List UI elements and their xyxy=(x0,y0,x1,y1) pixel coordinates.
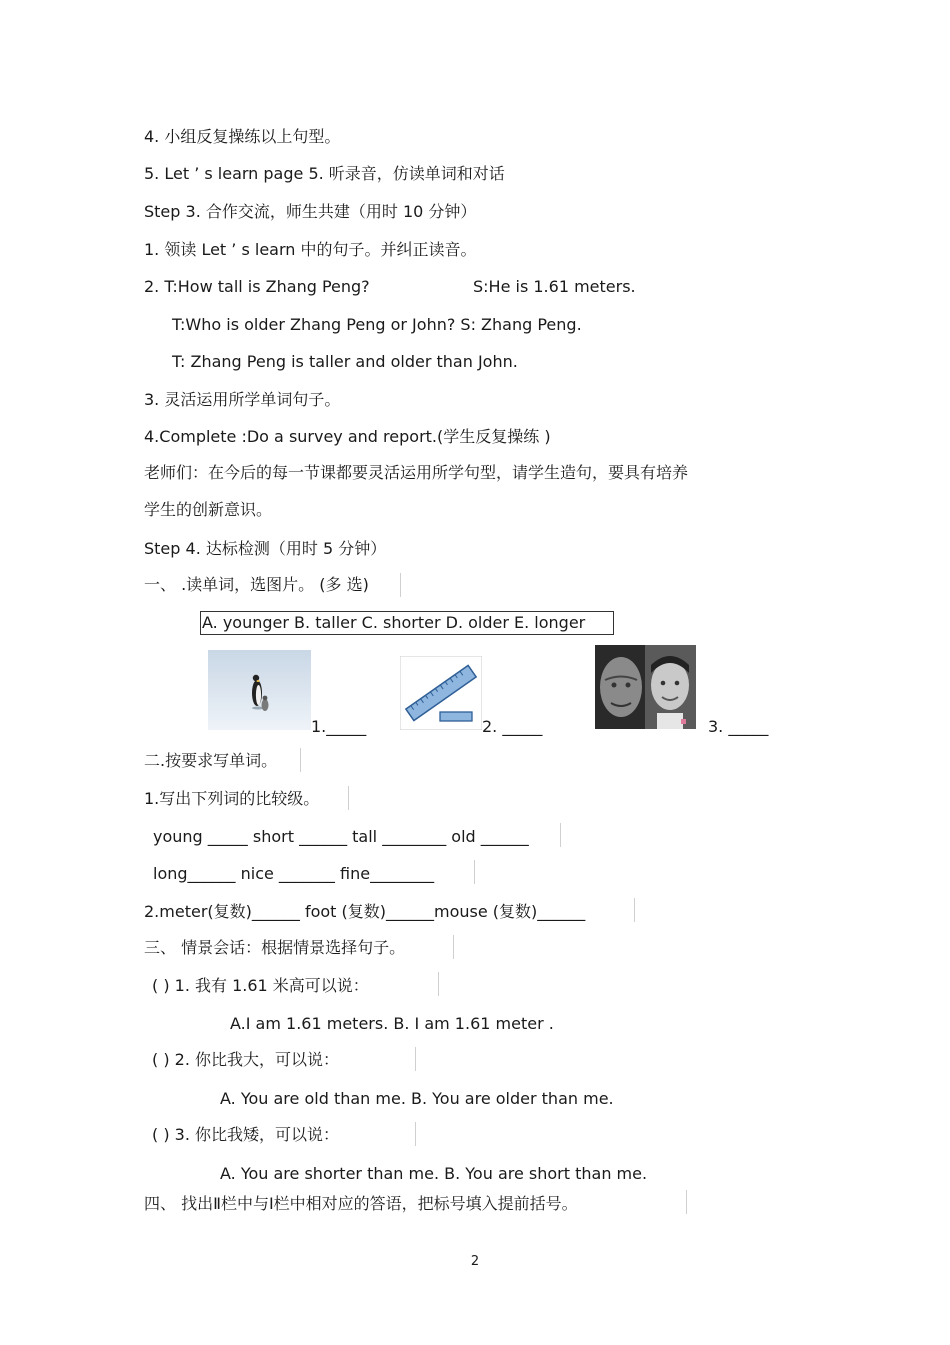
line-14: 二.按要求写单词。 xyxy=(144,751,278,770)
line-3: Step 3. 合作交流，师生共建（用时 10 分钟） xyxy=(144,202,477,221)
line-18: 2.meter(复数)______ foot (复数)______mouse (复数)______ xyxy=(144,902,586,921)
guide-mark xyxy=(634,898,635,922)
line-4: 1. 领读 Let ’ s learn 中的句子。并纠正读音。 xyxy=(144,240,477,259)
line-11: 学生的创新意识。 xyxy=(144,500,273,519)
options-text: A. younger B. taller C. shorter D. older E. longer xyxy=(202,613,586,632)
line-25: A. You are shorter than me. B. You are short than me. xyxy=(220,1164,648,1183)
guide-mark xyxy=(415,1047,416,1071)
guide-mark xyxy=(400,573,401,597)
guide-mark xyxy=(348,786,349,810)
line-20: ( ) 1. 我有 1.61 米高可以说： xyxy=(152,976,369,995)
line-24: ( ) 3. 你比我矮，可以说： xyxy=(152,1125,340,1144)
line-16: young _____ short ______ tall ________ old ______ xyxy=(153,827,529,846)
line-15: 1.写出下列词的比较级。 xyxy=(144,789,320,808)
penguin-picture xyxy=(208,650,311,730)
guide-mark xyxy=(415,1122,416,1146)
guide-mark xyxy=(560,823,561,847)
image-label-1: 1._____ xyxy=(311,717,367,736)
faces-picture xyxy=(595,645,696,729)
line-19: 三、 情景会话：根据情景选择句子。 xyxy=(144,938,406,957)
guide-mark xyxy=(300,748,301,772)
penguin-icon xyxy=(208,650,311,730)
line-13: 一、 .读单词，选图片。 (多 选) xyxy=(144,575,369,594)
image-label-2: 2. _____ xyxy=(482,717,543,736)
faces-icon xyxy=(595,645,696,729)
line-5: 2. T:How tall is Zhang Peng? xyxy=(144,277,370,296)
line-7: T: Zhang Peng is taller and older than John. xyxy=(172,352,518,371)
line-23: A. You are old than me. B. You are older than me. xyxy=(220,1089,614,1108)
line-5b: S:He is 1.61 meters. xyxy=(473,277,636,296)
line-22: ( ) 2. 你比我大，可以说： xyxy=(152,1050,340,1069)
line-9: 4.Complete :Do a survey and report.(学生反复操练 ) xyxy=(144,427,551,446)
line-21: A.I am 1.61 meters. B. I am 1.61 meter . xyxy=(230,1014,554,1033)
line-17: long______ nice _______ fine________ xyxy=(153,864,435,883)
line-8: 3. 灵活运用所学单词句子。 xyxy=(144,390,341,409)
line-6: T:Who is older Zhang Peng or John? S: Zhang Peng. xyxy=(172,315,582,334)
page-number: 2 xyxy=(470,1254,480,1269)
guide-mark xyxy=(686,1190,687,1214)
line-2: 5. Let ’ s learn page 5. 听录音，仿读单词和对话 xyxy=(144,164,505,183)
guide-mark xyxy=(438,972,439,996)
line-10: 老师们：在今后的每一节课都要灵活运用所学句型，请学生造句，要具有培养 xyxy=(144,463,689,482)
line-12: Step 4. 达标检测（用时 5 分钟） xyxy=(144,539,387,558)
guide-mark xyxy=(474,860,475,884)
ruler-picture xyxy=(400,656,482,730)
line-26: 四、 找出Ⅱ栏中与Ⅰ栏中相对应的答语，把标号填入提前括号。 xyxy=(144,1194,578,1213)
guide-mark xyxy=(453,935,454,959)
ruler-icon xyxy=(400,656,482,730)
line-1: 4. 小组反复操练以上句型。 xyxy=(144,127,341,146)
image-label-3: 3. _____ xyxy=(708,717,769,736)
options-box xyxy=(200,611,614,635)
